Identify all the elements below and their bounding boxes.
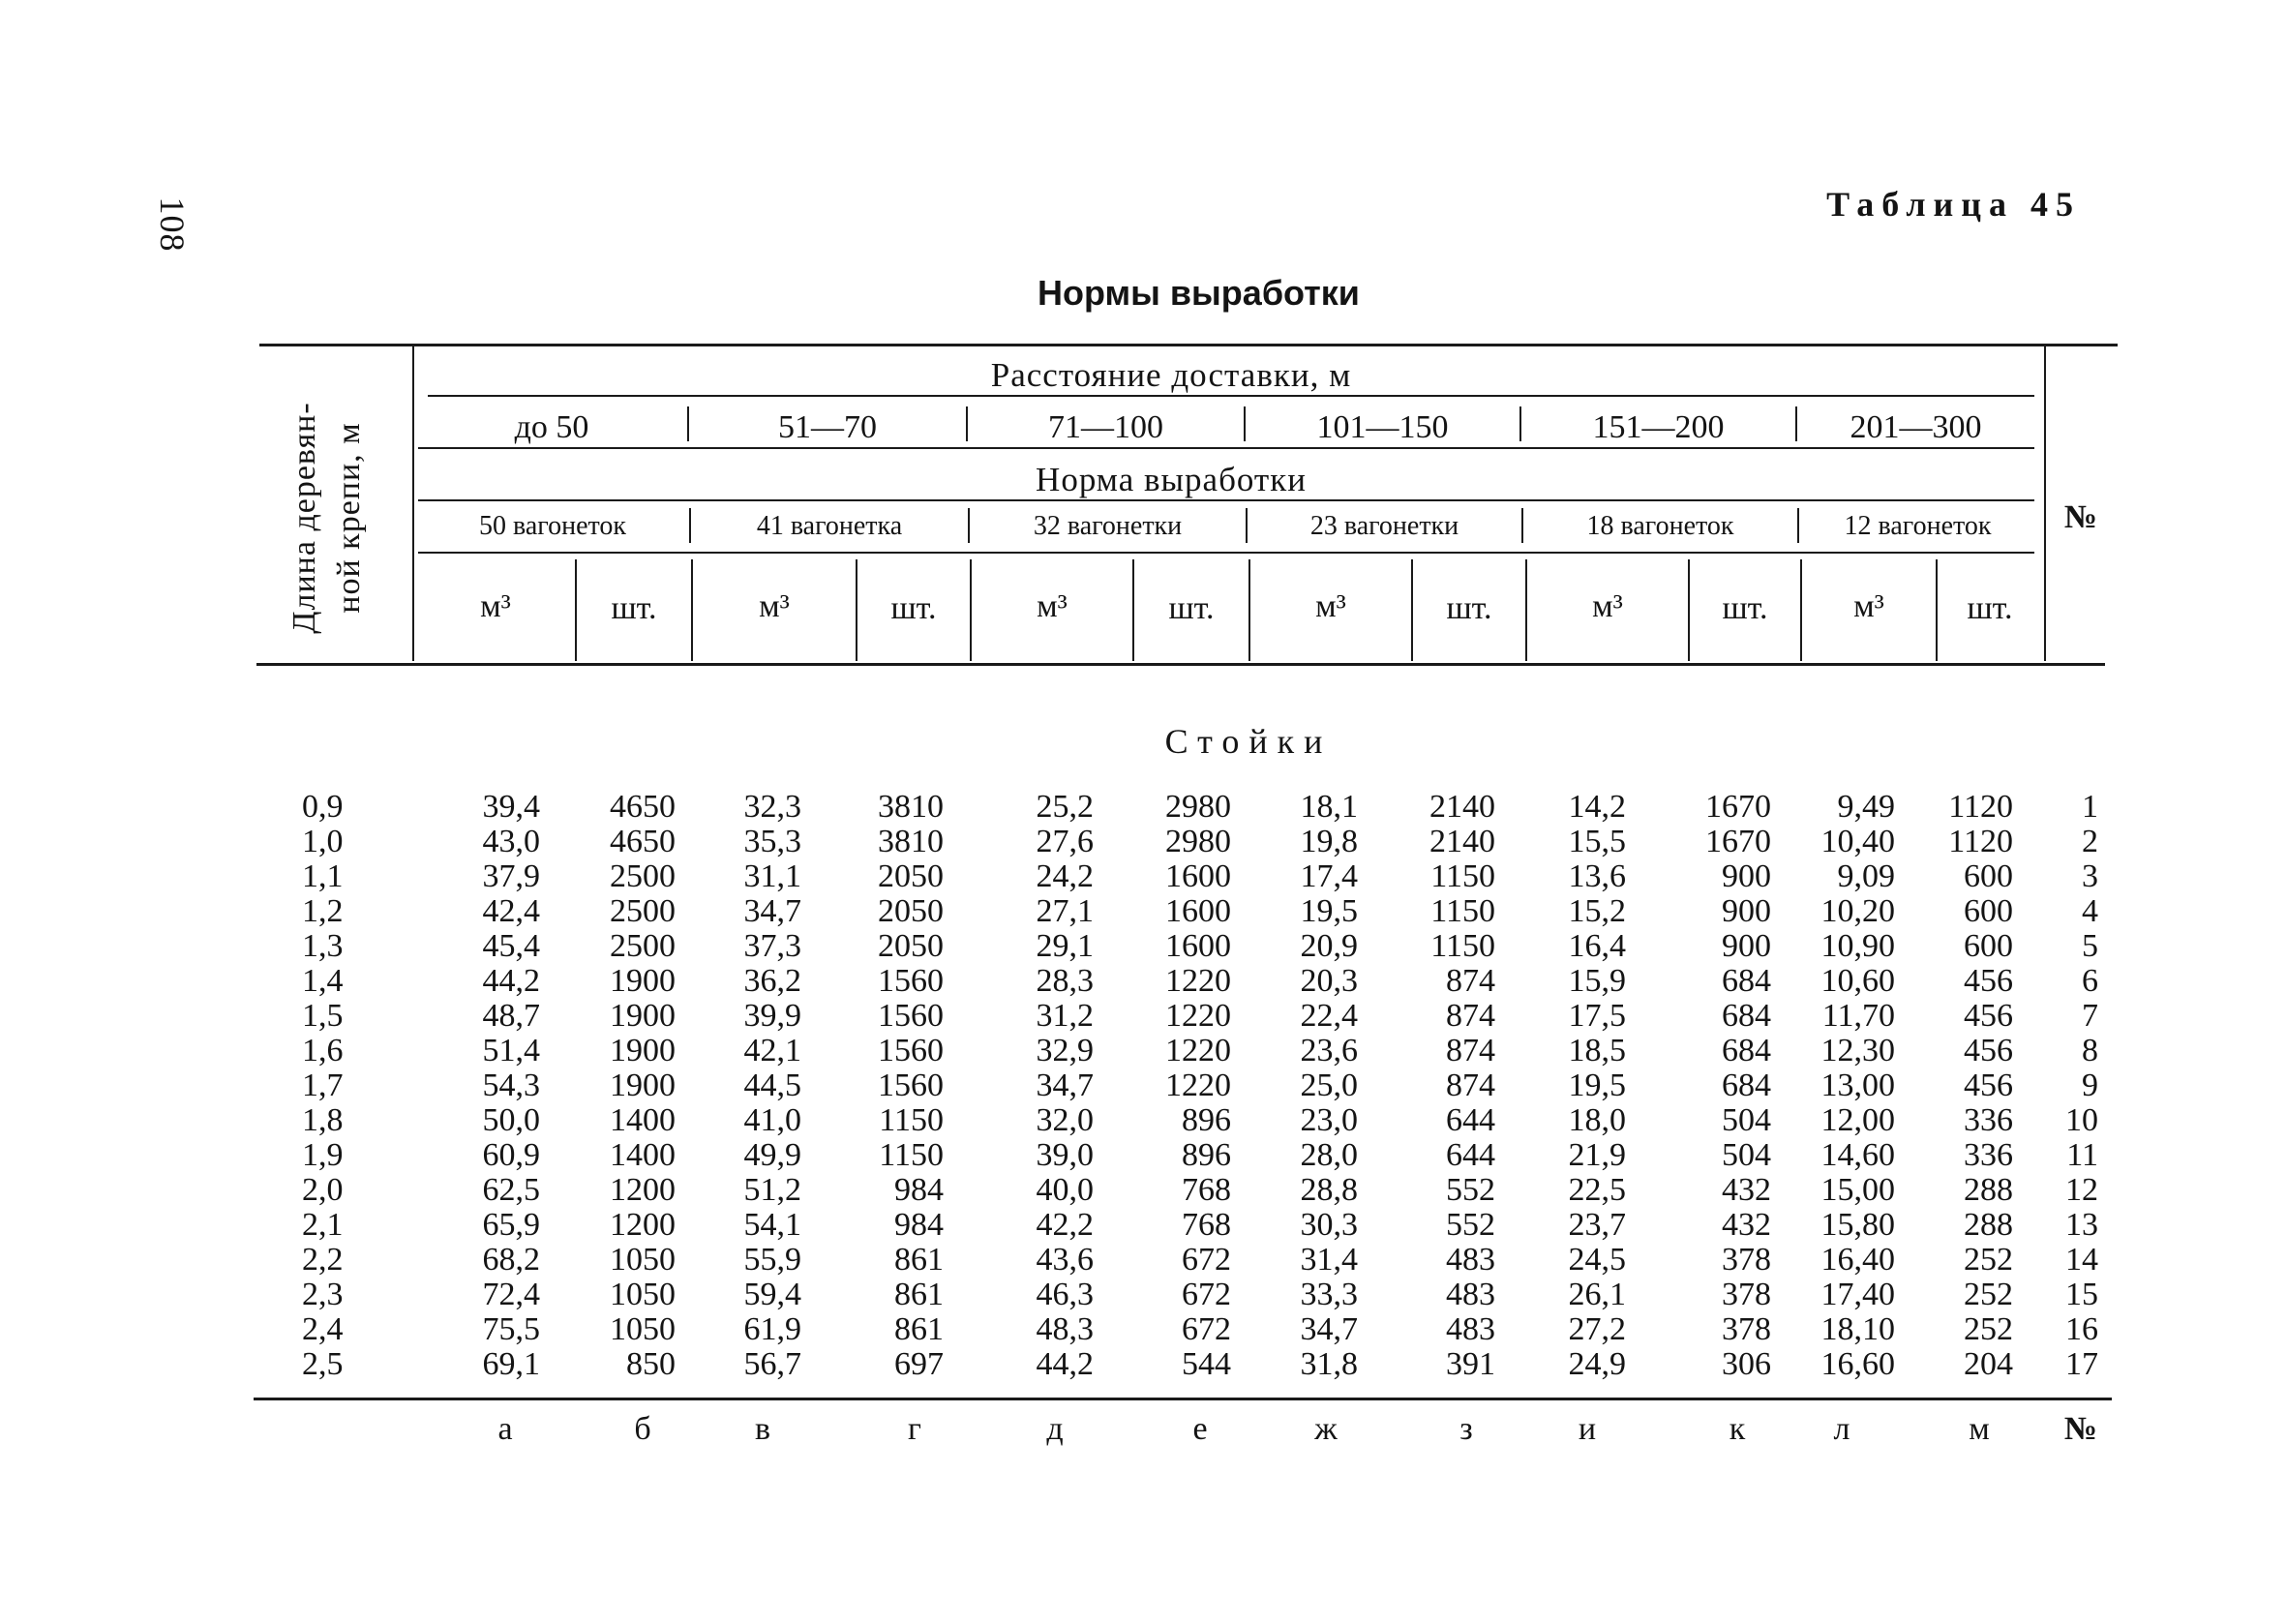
value-cell: 483 (1446, 1277, 1495, 1312)
value-cell: 768 (1182, 1172, 1231, 1208)
value-cell: 896 (1182, 1102, 1231, 1138)
value-cell: 2980 (1165, 824, 1231, 859)
value-cell: 1200 (610, 1172, 676, 1208)
unit-header: шт. (1722, 590, 1768, 626)
row-number-cell: 15 (2065, 1277, 2098, 1312)
value-cell: 3810 (878, 824, 944, 859)
value-cell: 48,3 (1036, 1311, 1094, 1347)
value-cell: 483 (1446, 1242, 1495, 1278)
value-cell: 2140 (1429, 789, 1495, 825)
row-length-cell: 1,5 (302, 998, 344, 1034)
section-title: Стойки (1164, 722, 1333, 761)
value-cell: 17,4 (1300, 858, 1358, 894)
value-cell: 72,4 (482, 1277, 540, 1312)
value-cell: 1220 (1165, 963, 1231, 999)
row-length-header-line2: ной крепи, м (331, 422, 367, 614)
value-cell: 1900 (610, 963, 676, 999)
table-title: Нормы выработки (1038, 273, 1360, 313)
value-cell: 20,3 (1300, 963, 1358, 999)
value-cell: 4650 (610, 824, 676, 859)
value-cell: 900 (1722, 928, 1771, 964)
value-cell: 69,1 (482, 1346, 540, 1382)
value-cell: 33,3 (1300, 1277, 1358, 1312)
value-cell: 19,5 (1568, 1068, 1626, 1103)
header-top-rule (259, 344, 2118, 346)
value-cell: 288 (1964, 1172, 2013, 1208)
value-cell: 56,7 (743, 1346, 801, 1382)
row-number-cell: 2 (2082, 824, 2098, 859)
value-cell: 432 (1722, 1172, 1771, 1208)
value-cell: 252 (1964, 1242, 2013, 1278)
row-length-cell: 2,3 (302, 1277, 344, 1312)
value-cell: 31,2 (1036, 998, 1094, 1034)
value-cell: 288 (1964, 1207, 2013, 1243)
unit-header: шт. (890, 590, 937, 626)
value-cell: 697 (894, 1346, 944, 1382)
value-cell: 17,5 (1568, 998, 1626, 1034)
value-cell: 874 (1446, 1068, 1495, 1103)
unit-header: шт. (611, 590, 657, 626)
value-cell: 1050 (610, 1311, 676, 1347)
value-cell: 49,9 (743, 1137, 801, 1173)
value-cell: 456 (1964, 998, 2013, 1034)
value-cell: 1150 (879, 1137, 944, 1173)
rule-below-norm-label (418, 499, 2034, 501)
value-cell: 21,9 (1568, 1137, 1626, 1173)
value-cell: 32,9 (1036, 1033, 1094, 1068)
value-cell: 672 (1182, 1242, 1231, 1278)
column-letter: л (1833, 1411, 1850, 1447)
value-cell: 10,60 (1820, 963, 1895, 999)
value-cell: 306 (1722, 1346, 1771, 1382)
value-cell: 900 (1722, 858, 1771, 894)
value-cell: 684 (1722, 963, 1771, 999)
column-letter: а (497, 1411, 513, 1447)
value-cell: 1670 (1705, 824, 1771, 859)
value-cell: 14,60 (1820, 1137, 1895, 1173)
value-cell: 1050 (610, 1242, 676, 1278)
value-cell: 22,4 (1300, 998, 1358, 1034)
value-cell: 32,0 (1036, 1102, 1094, 1138)
value-cell: 2500 (610, 858, 676, 894)
value-cell: 1560 (878, 1033, 944, 1068)
value-cell: 28,8 (1300, 1172, 1358, 1208)
value-cell: 1220 (1165, 1068, 1231, 1103)
value-cell: 684 (1722, 998, 1771, 1034)
value-cell: 17,40 (1820, 1277, 1895, 1312)
value-cell: 336 (1964, 1102, 2013, 1138)
value-cell: 2140 (1429, 824, 1495, 859)
cart-count-2: 41 вагонетка (756, 511, 903, 541)
value-cell: 48,7 (482, 998, 540, 1034)
value-cell: 1600 (1165, 928, 1231, 964)
value-cell: 600 (1964, 928, 2013, 964)
row-length-cell: 1,3 (302, 928, 344, 964)
value-cell: 874 (1446, 998, 1495, 1034)
value-cell: 483 (1446, 1311, 1495, 1347)
unit-header: м³ (1592, 588, 1623, 624)
column-letter: и (1578, 1411, 1597, 1447)
value-cell: 2050 (878, 893, 944, 929)
distance-group-3: 71—100 (1048, 409, 1163, 445)
value-cell: 861 (894, 1311, 944, 1347)
table-label: Таблица 45 (1826, 185, 2081, 224)
value-cell: 16,40 (1820, 1242, 1895, 1278)
body-bottom-rule (254, 1398, 2112, 1400)
value-cell: 24,2 (1036, 858, 1094, 894)
value-cell: 12,00 (1820, 1102, 1895, 1138)
value-cell: 600 (1964, 893, 2013, 929)
column-letter: з (1459, 1411, 1473, 1447)
row-number-cell: 12 (2065, 1172, 2098, 1208)
value-cell: 1150 (1430, 858, 1495, 894)
value-cell: 252 (1964, 1277, 2013, 1312)
value-cell: 1900 (610, 1068, 676, 1103)
number-column-header: № (2063, 499, 2098, 535)
rule-below-carts (418, 552, 2034, 554)
value-cell: 26,1 (1568, 1277, 1626, 1312)
value-cell: 42,2 (1036, 1207, 1094, 1243)
row-length-cell: 1,6 (302, 1033, 344, 1068)
value-cell: 39,9 (743, 998, 801, 1034)
value-cell: 15,9 (1568, 963, 1626, 999)
value-cell: 1220 (1165, 998, 1231, 1034)
value-cell: 1900 (610, 1033, 676, 1068)
value-cell: 644 (1446, 1137, 1495, 1173)
row-number-cell: 13 (2065, 1207, 2098, 1243)
cart-count-4: 23 вагонетки (1309, 511, 1459, 541)
value-cell: 9,09 (1837, 858, 1895, 894)
value-cell: 37,3 (743, 928, 801, 964)
row-number-cell: 8 (2082, 1033, 2098, 1068)
row-length-cell: 1,4 (302, 963, 344, 999)
value-cell: 31,8 (1300, 1346, 1358, 1382)
value-cell: 600 (1964, 858, 2013, 894)
value-cell: 684 (1722, 1033, 1771, 1068)
value-cell: 1150 (1430, 928, 1495, 964)
value-cell: 19,5 (1300, 893, 1358, 929)
cart-count-1: 50 вагонеток (479, 511, 626, 541)
value-cell: 850 (626, 1346, 676, 1382)
value-cell: 28,3 (1036, 963, 1094, 999)
value-cell: 19,8 (1300, 824, 1358, 859)
value-cell: 51,2 (743, 1172, 801, 1208)
value-cell: 861 (894, 1277, 944, 1312)
row-length-header-line1: Длина деревян- (286, 402, 322, 634)
value-cell: 1600 (1165, 858, 1231, 894)
value-cell: 768 (1182, 1207, 1231, 1243)
value-cell: 60,9 (482, 1137, 540, 1173)
value-cell: 44,2 (1036, 1346, 1094, 1382)
value-cell: 1400 (610, 1137, 676, 1173)
value-cell: 54,1 (743, 1207, 801, 1243)
value-cell: 27,2 (1568, 1311, 1626, 1347)
unit-header: шт. (1967, 590, 2013, 626)
page-number: 108 (153, 196, 192, 253)
value-cell: 644 (1446, 1102, 1495, 1138)
value-cell: 31,4 (1300, 1242, 1358, 1278)
value-cell: 672 (1182, 1311, 1231, 1347)
value-cell: 672 (1182, 1277, 1231, 1312)
value-cell: 13,00 (1820, 1068, 1895, 1103)
value-cell: 68,2 (482, 1242, 540, 1278)
value-cell: 35,3 (743, 824, 801, 859)
distance-group-5: 151—200 (1592, 409, 1725, 445)
row-number-cell: 9 (2082, 1068, 2098, 1103)
row-length-cell: 1,9 (302, 1137, 344, 1173)
value-cell: 18,5 (1568, 1033, 1626, 1068)
unit-header: м³ (1037, 588, 1068, 624)
value-cell: 18,1 (1300, 789, 1358, 825)
row-length-cell: 0,9 (302, 789, 344, 825)
value-cell: 65,9 (482, 1207, 540, 1243)
value-cell: 20,9 (1300, 928, 1358, 964)
value-cell: 12,30 (1820, 1033, 1895, 1068)
value-cell: 1600 (1165, 893, 1231, 929)
value-cell: 1560 (878, 998, 944, 1034)
value-cell: 10,20 (1820, 893, 1895, 929)
distance-group-6: 201—300 (1850, 409, 1982, 445)
value-cell: 15,2 (1568, 893, 1626, 929)
value-cell: 14,2 (1568, 789, 1626, 825)
row-length-cell: 2,0 (302, 1172, 344, 1208)
column-letter: б (634, 1411, 651, 1447)
value-cell: 15,5 (1568, 824, 1626, 859)
value-cell: 42,4 (482, 893, 540, 929)
row-number-cell: 1 (2082, 789, 2098, 825)
value-cell: 896 (1182, 1137, 1231, 1173)
value-cell: 552 (1446, 1172, 1495, 1208)
row-length-cell: 2,1 (302, 1207, 344, 1243)
value-cell: 456 (1964, 1033, 2013, 1068)
value-cell: 30,3 (1300, 1207, 1358, 1243)
column-letter: ж (1314, 1411, 1338, 1447)
value-cell: 552 (1446, 1207, 1495, 1243)
value-cell: 1400 (610, 1102, 676, 1138)
value-cell: 391 (1446, 1346, 1495, 1382)
value-cell: 22,5 (1568, 1172, 1626, 1208)
value-cell: 10,40 (1820, 824, 1895, 859)
row-length-cell: 1,7 (302, 1068, 344, 1103)
value-cell: 44,2 (482, 963, 540, 999)
value-cell: 34,7 (1036, 1068, 1094, 1103)
rule-right-of-header (2044, 346, 2046, 661)
value-cell: 39,0 (1036, 1137, 1094, 1173)
value-cell: 43,0 (482, 824, 540, 859)
value-cell: 16,4 (1568, 928, 1626, 964)
norm-header: Норма выработки (1036, 461, 1307, 498)
column-letter: е (1192, 1411, 1208, 1447)
value-cell: 34,7 (743, 893, 801, 929)
row-number-cell: 7 (2082, 998, 2098, 1034)
value-cell: 861 (894, 1242, 944, 1278)
value-cell: 1220 (1165, 1033, 1231, 1068)
value-cell: 32,3 (743, 789, 801, 825)
value-cell: 1670 (1705, 789, 1771, 825)
value-cell: 544 (1182, 1346, 1231, 1382)
unit-header: м³ (1853, 588, 1884, 624)
column-letter: в (754, 1411, 771, 1447)
value-cell: 3810 (878, 789, 944, 825)
row-length-cell: 2,4 (302, 1311, 344, 1347)
value-cell: 45,4 (482, 928, 540, 964)
value-cell: 874 (1446, 1033, 1495, 1068)
value-cell: 1050 (610, 1277, 676, 1312)
value-cell: 40,0 (1036, 1172, 1094, 1208)
value-cell: 504 (1722, 1102, 1771, 1138)
value-cell: 42,1 (743, 1033, 801, 1068)
row-length-cell: 1,0 (302, 824, 344, 859)
row-length-cell: 1,8 (302, 1102, 344, 1138)
cart-count-3: 32 вагонетки (1033, 511, 1183, 541)
row-number-cell: 11 (2066, 1137, 2098, 1173)
value-cell: 2050 (878, 928, 944, 964)
value-cell: 10,90 (1820, 928, 1895, 964)
value-cell: 41,0 (743, 1102, 801, 1138)
value-cell: 9,49 (1837, 789, 1895, 825)
value-cell: 15,00 (1820, 1172, 1895, 1208)
distance-group-1: до 50 (514, 409, 589, 445)
row-number-cell: 3 (2082, 858, 2098, 894)
value-cell: 23,0 (1300, 1102, 1358, 1138)
value-cell: 31,1 (743, 858, 801, 894)
row-number-cell: 10 (2065, 1102, 2098, 1138)
value-cell: 36,2 (743, 963, 801, 999)
row-length-cell: 2,5 (302, 1346, 344, 1382)
value-cell: 2500 (610, 893, 676, 929)
value-cell: 984 (894, 1207, 944, 1243)
value-cell: 378 (1722, 1311, 1771, 1347)
value-cell: 23,6 (1300, 1033, 1358, 1068)
cart-count-5: 18 вагонеток (1586, 511, 1734, 541)
value-cell: 1560 (878, 1068, 944, 1103)
cart-count-6: 12 вагонеток (1844, 511, 1992, 541)
value-cell: 50,0 (482, 1102, 540, 1138)
value-cell: 378 (1722, 1242, 1771, 1278)
value-cell: 1200 (610, 1207, 676, 1243)
value-cell: 55,9 (743, 1242, 801, 1278)
distance-group-2: 51—70 (778, 409, 877, 445)
column-letter: № (2063, 1411, 2098, 1447)
value-cell: 456 (1964, 1068, 2013, 1103)
row-number-cell: 6 (2082, 963, 2098, 999)
value-cell: 24,9 (1568, 1346, 1626, 1382)
rule-below-distance-label (428, 395, 2034, 397)
value-cell: 62,5 (482, 1172, 540, 1208)
row-number-cell: 16 (2065, 1311, 2098, 1347)
value-cell: 252 (1964, 1311, 2013, 1347)
unit-header: м³ (480, 588, 511, 624)
value-cell: 204 (1964, 1346, 2013, 1382)
unit-header: шт. (1446, 590, 1492, 626)
value-cell: 51,4 (482, 1033, 540, 1068)
row-length-cell: 1,1 (302, 858, 344, 894)
column-letter: м (1969, 1411, 1990, 1447)
value-cell: 29,1 (1036, 928, 1094, 964)
value-cell: 43,6 (1036, 1242, 1094, 1278)
value-cell: 37,9 (482, 858, 540, 894)
value-cell: 75,5 (482, 1311, 540, 1347)
value-cell: 2050 (878, 858, 944, 894)
value-cell: 46,3 (1036, 1277, 1094, 1312)
row-number-cell: 5 (2082, 928, 2098, 964)
row-length-cell: 2,2 (302, 1242, 344, 1278)
unit-header: м³ (1315, 588, 1346, 624)
value-cell: 432 (1722, 1207, 1771, 1243)
value-cell: 44,5 (743, 1068, 801, 1103)
value-cell: 984 (894, 1172, 944, 1208)
value-cell: 27,6 (1036, 824, 1094, 859)
value-cell: 27,1 (1036, 893, 1094, 929)
value-cell: 900 (1722, 893, 1771, 929)
value-cell: 25,0 (1300, 1068, 1358, 1103)
value-cell: 1120 (1948, 824, 2013, 859)
value-cell: 4650 (610, 789, 676, 825)
row-number-cell: 17 (2065, 1346, 2098, 1382)
row-length-cell: 1,2 (302, 893, 344, 929)
value-cell: 11,70 (1821, 998, 1895, 1034)
value-cell: 18,10 (1820, 1311, 1895, 1347)
value-cell: 2980 (1165, 789, 1231, 825)
value-cell: 28,0 (1300, 1137, 1358, 1173)
value-cell: 61,9 (743, 1311, 801, 1347)
value-cell: 34,7 (1300, 1311, 1358, 1347)
value-cell: 39,4 (482, 789, 540, 825)
row-length-header (283, 402, 372, 633)
value-cell: 1560 (878, 963, 944, 999)
header-bottom-rule (256, 663, 2105, 666)
value-cell: 1900 (610, 998, 676, 1034)
value-cell: 2500 (610, 928, 676, 964)
value-cell: 504 (1722, 1137, 1771, 1173)
value-cell: 378 (1722, 1277, 1771, 1312)
value-cell: 684 (1722, 1068, 1771, 1103)
value-cell: 874 (1446, 963, 1495, 999)
unit-header: шт. (1168, 590, 1215, 626)
value-cell: 1150 (879, 1102, 944, 1138)
column-letter: г (908, 1411, 921, 1447)
value-cell: 18,0 (1568, 1102, 1626, 1138)
value-cell: 1150 (1430, 893, 1495, 929)
value-cell: 15,80 (1820, 1207, 1895, 1243)
value-cell: 1120 (1948, 789, 2013, 825)
row-number-cell: 14 (2065, 1242, 2098, 1278)
value-cell: 16,60 (1820, 1346, 1895, 1382)
value-cell: 13,6 (1568, 858, 1626, 894)
distance-group-4: 101—150 (1316, 409, 1449, 445)
value-cell: 24,5 (1568, 1242, 1626, 1278)
value-cell: 456 (1964, 963, 2013, 999)
value-cell: 23,7 (1568, 1207, 1626, 1243)
column-letter: к (1729, 1411, 1746, 1447)
unit-header: м³ (759, 588, 790, 624)
value-cell: 59,4 (743, 1277, 801, 1312)
value-cell: 336 (1964, 1137, 2013, 1173)
value-cell: 25,2 (1036, 789, 1094, 825)
row-number-cell: 4 (2082, 893, 2098, 929)
value-cell: 54,3 (482, 1068, 540, 1103)
rule-left-of-header (412, 346, 414, 661)
rule-below-distances (418, 447, 2034, 449)
column-letter: д (1046, 1411, 1064, 1447)
distance-header: Расстояние доставки, м (990, 356, 1352, 394)
